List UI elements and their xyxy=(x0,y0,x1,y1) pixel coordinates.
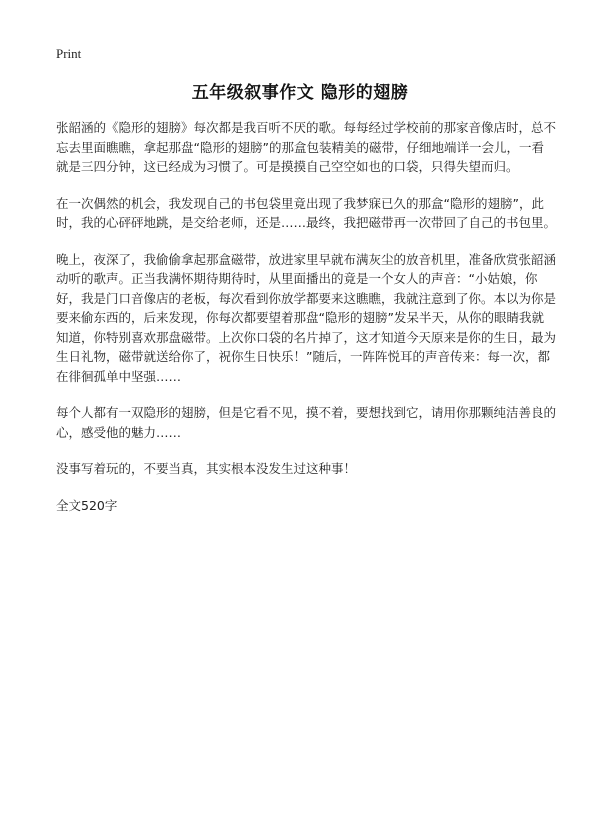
word-count: 全文520字 xyxy=(56,497,118,513)
print-link[interactable]: Print xyxy=(56,46,82,61)
paragraph: 在一次偶然的机会，我发现自己的书包袋里竟出现了我梦寐已久的那盒“隐形的翅膀”，此时，我的心砰砰地跳，是交给老师，还是……最终，我把磁带再一次带回了自己的书包里。 xyxy=(56,195,557,230)
paragraph: 张韶涵的《隐形的翅膀》每次都是我百听不厌的歌。每每经过学校前的那家音像店时，总不忘去里面瞧瞧，拿起那盘“隐形的翅膀”的那盒包装精美的磁带，仔细地端详一会儿，一看就是三四分钟，这已经成为习惯了。可是摸摸自己空空如也的口袋，只得失望而归。 xyxy=(56,120,557,174)
paragraph: 没事写着玩的，不要当真，其实根本没发生过这种事！ xyxy=(56,461,357,476)
paragraph: 每个人都有一双隐形的翅膀，但是它看不见，摸不着，要想找到它，请用你那颗纯洁善良的心，感受他的魅力…… xyxy=(56,405,557,440)
paragraph: 晚上，夜深了，我偷偷拿起那盒磁带，放进家里早就布满灰尘的放音机里，准备欣赏张韶涵动听的歌声。正当我满怀期待期待时，从里面播出的竟是一个女人的声音：“小姑娘，你好，我是门口音像店的老板，每次看到你放学都要来这瞧瞧，我就注意到了你。本以为你是要来偷东西的，后来发现，你每次都要望着那盘“隐形的翅膀”发呆半天，从你的眼睛我就知道，你特别喜欢那盘磁带。上次你口袋的名片掉了，这才知道今天原来是你的生日，最为生日礼物，磁带就送给你了，祝你生日快乐！”随后，一阵阵悦耳的声音传来：每一次，都在徘徊孤单中坚强…… xyxy=(56,251,557,384)
article-title: 五年级叙事作文 隐形的翅膀 xyxy=(191,83,409,103)
article-body xyxy=(56,118,556,532)
